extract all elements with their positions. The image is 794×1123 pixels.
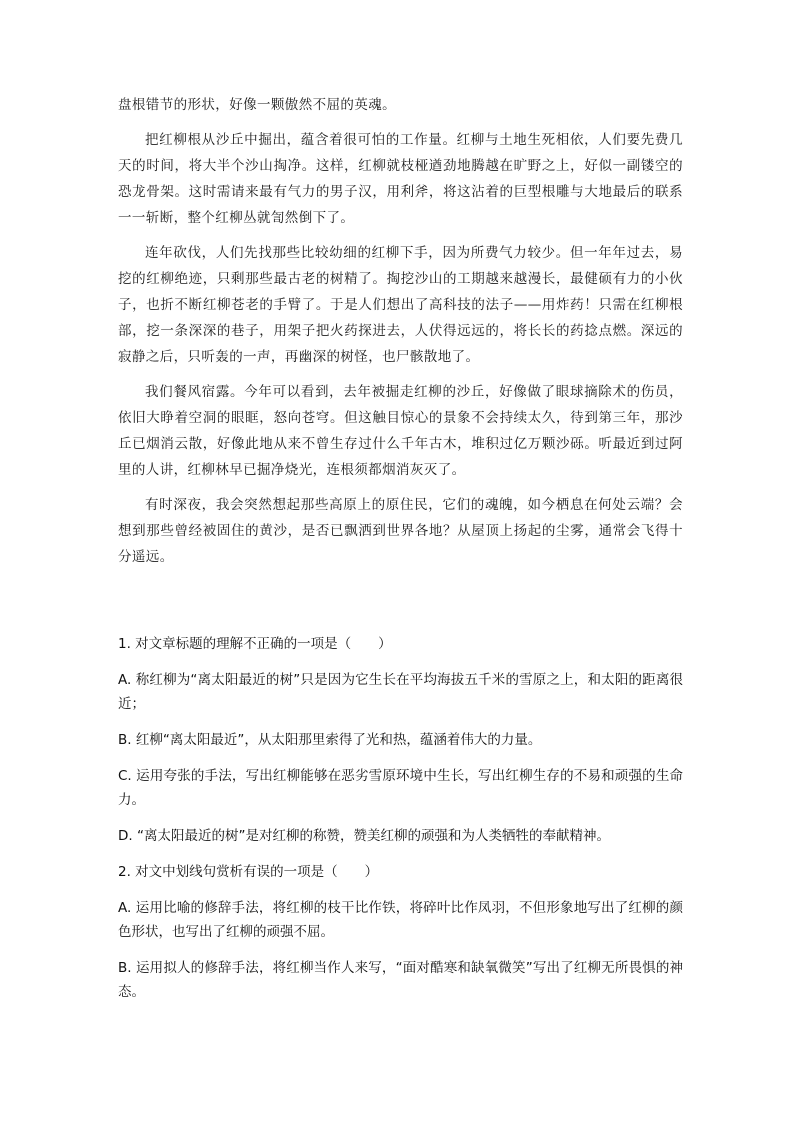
question-1-stem: 1. 对文章标题的理解不正确的一项是（ ） [118, 636, 392, 652]
reading-passage [118, 92, 683, 579]
passage-paragraph: 盘根错节的形状，好像一颗傲然不屈的英魂。 [118, 97, 396, 113]
passage-paragraph: 我们餐风宿露。今年可以看到，去年被掘走红柳的沙丘，好像做了眼球摘除术的伤员，依旧大睁着空洞的眼眶，怒向苍穹。但这触目惊心的景象不会持续太久，待到第三年，那沙丘已烟消云散，好像此地从来不曾生存过什么千年古木，堆积过亿万颗沙砾。听最近到过阿里的人讲，红柳林早已掘净烧光，连根须都烟消灰灭了。 [118, 384, 683, 478]
question-1-option-b: B. 红柳“离太阳最近”，从太阳那里索得了光和热，蕴涵着伟大的力量。 [118, 732, 542, 748]
question-section [118, 632, 683, 1016]
passage-paragraph: 有时深夜，我会突然想起那些高原上的原住民，它们的魂魄，如今栖息在何处云端？会想到那些曾经被固住的黄沙，是否已飘洒到世界各地？从屋顶上扬起的尘雾，通常会飞得十分遥远。 [118, 497, 683, 565]
passage-paragraph: 连年砍伐，人们先找那些比较幼细的红柳下手，因为所费气力较少。但一年年过去，易挖的红柳绝迹，只剩那些最古老的树精了。掏挖沙山的工期越来越漫长，最健硕有力的小伙子，也折不断红柳苍老的手臂了。于是人们想出了高科技的法子——用炸药！只需在红柳根部，挖一条深深的巷子，用架子把火药探进去，人伏得远远的，将长长的药捻点燃。深远的寂静之后，只听轰的一声，再幽深的树怪，也尸骸散地了。 [118, 245, 683, 365]
passage-paragraph: 把红柳根从沙丘中掘出，蕴含着很可怕的工作量。红柳与土地生死相依，人们要先费几天的时间，将大半个沙山掏净。这样，红柳就枝桠遒劲地腾越在旷野之上，好似一副镂空的恐龙骨架。这时需请来最有气力的男子汉，用利斧，将这沾着的巨型根雕与大地最后的联系一一斩断，整个红柳丛就訇然倒下了。 [118, 132, 683, 226]
question-2-option-b: B. 运用拟人的修辞手法，将红柳当作人来写，“面对酷寒和缺氧微笑”写出了红柳无所畏惧的神态。 [118, 960, 683, 1000]
question-1-option-c: C. 运用夸张的手法，写出红柳能够在恶劣雪原环境中生长，写出红柳生存的不易和顽强的生命力。 [118, 768, 683, 808]
question-1-option-d: D. “离太阳最近的树”是对红柳的称赞，赞美红柳的顽强和为人类牺牲的奉献精神。 [118, 828, 610, 844]
question-2-option-a: A. 运用比喻的修辞手法，将红柳的枝干比作铁，将碎叶比作凤羽，不但形象地写出了红柳的颜色形状，也写出了红柳的顽强不屈。 [118, 900, 683, 940]
question-2-stem: 2. 对文中划线句赏析有误的一项是（ ） [118, 864, 379, 880]
question-1-option-a: A. 称红柳为“离太阳最近的树”只是因为它生长在平均海拔五千米的雪原之上，和太阳的距离很近； [118, 672, 683, 712]
